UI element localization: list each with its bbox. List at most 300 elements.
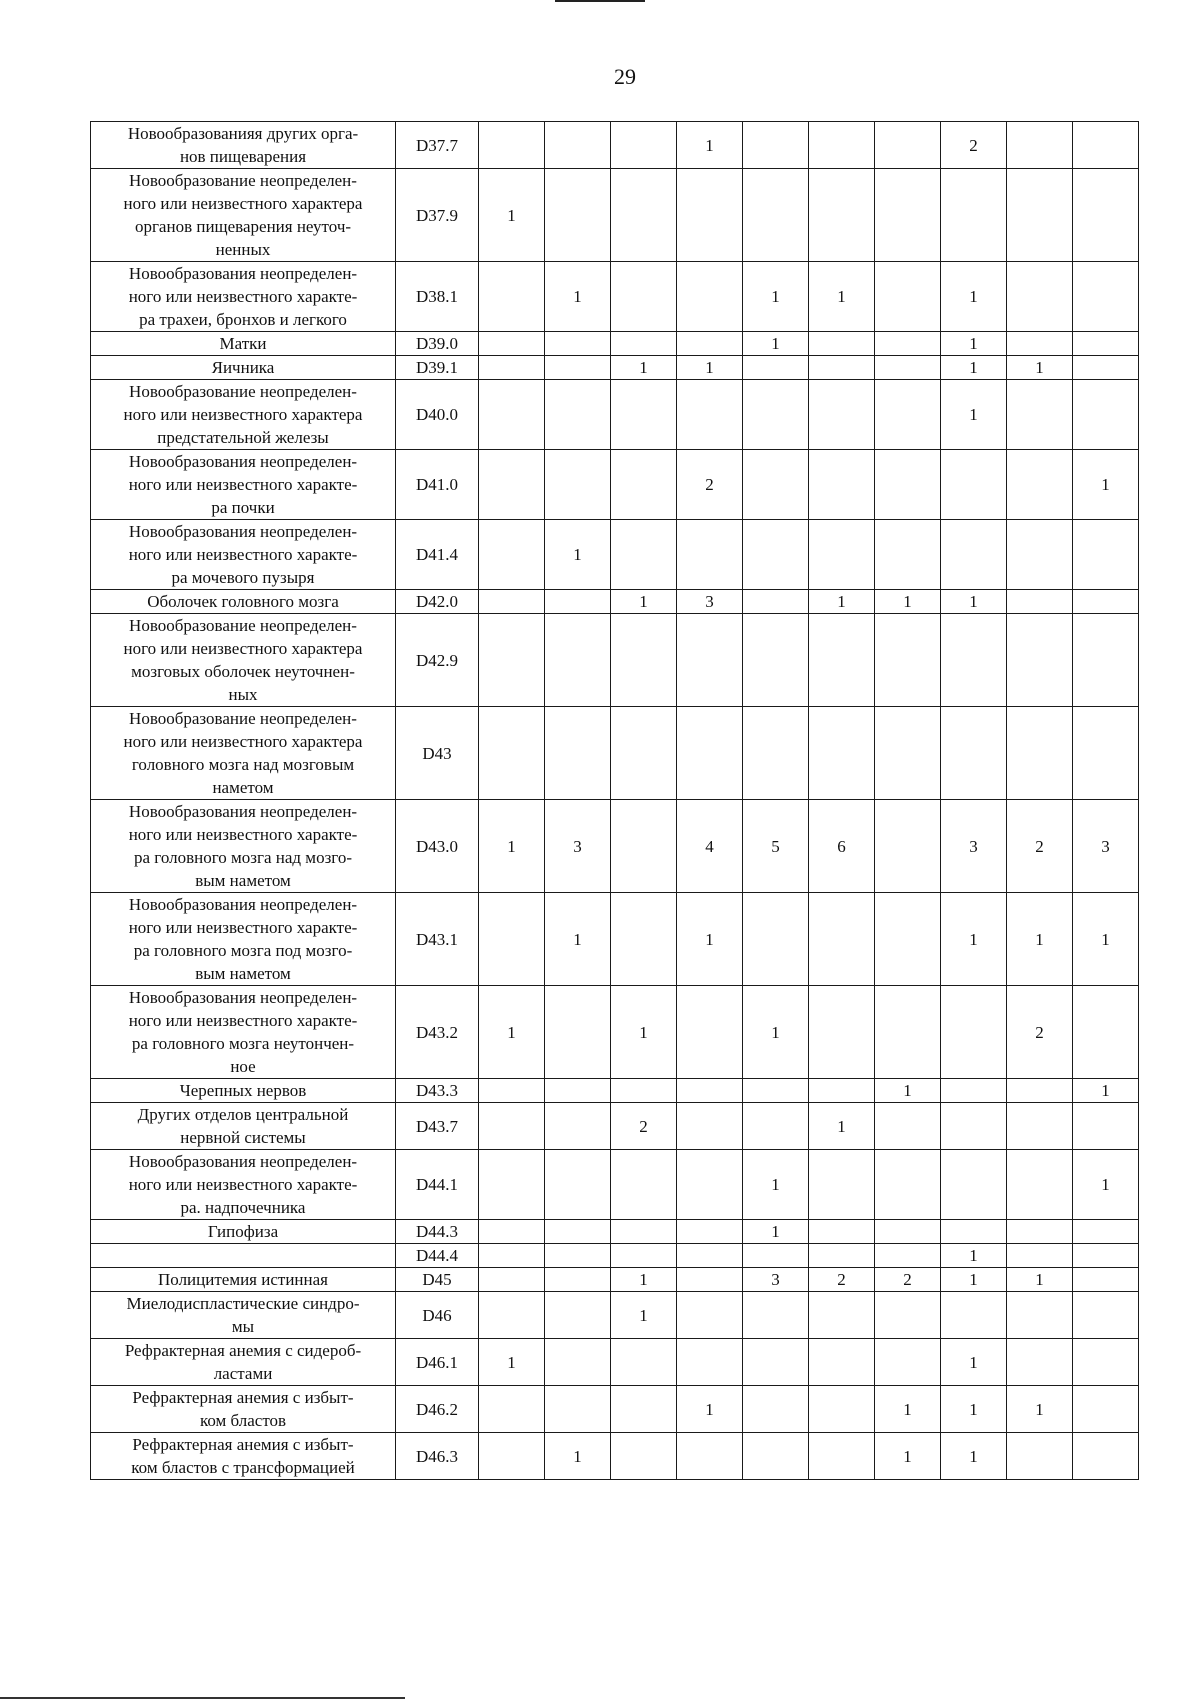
- icd-code-cell: D37.7: [396, 122, 479, 169]
- count-cell: [1073, 986, 1139, 1079]
- table-row: [91, 614, 1139, 707]
- count-cell: [743, 1339, 809, 1386]
- diagnosis-name-cell: [91, 1244, 396, 1268]
- count-cell: [809, 1244, 875, 1268]
- top-rule: [555, 0, 645, 2]
- diagnosis-name-line: ком бластов с трансформацией: [131, 1458, 355, 1477]
- count-cell: [1073, 1433, 1139, 1480]
- count-cell: 2: [677, 450, 743, 520]
- count-cell: [809, 1339, 875, 1386]
- count-cell: [479, 1433, 545, 1480]
- count-cell: [875, 1244, 941, 1268]
- count-cell: 2: [1007, 986, 1073, 1079]
- count-cell: [1007, 614, 1073, 707]
- diagnosis-name-line: Новообразования неопределен-: [128, 988, 358, 1007]
- table-row: [91, 1386, 1139, 1433]
- count-cell: [479, 1244, 545, 1268]
- diagnosis-name-line: Новообразование неопределен-: [129, 709, 357, 728]
- count-cell: [743, 1386, 809, 1433]
- count-cell: 1: [677, 122, 743, 169]
- count-cell: 3: [1073, 800, 1139, 893]
- count-cell: [875, 262, 941, 332]
- count-cell: [743, 893, 809, 986]
- count-cell: [1007, 262, 1073, 332]
- diagnosis-name-line: Оболочек головного мозга: [147, 592, 339, 611]
- diagnosis-name-line: вым наметом: [195, 871, 291, 890]
- count-cell: [743, 707, 809, 800]
- count-cell: [677, 380, 743, 450]
- icd-code-cell: D46: [396, 1292, 479, 1339]
- count-cell: 2: [1007, 800, 1073, 893]
- count-cell: [1073, 520, 1139, 590]
- count-cell: [545, 1150, 611, 1220]
- count-cell: [743, 122, 809, 169]
- count-cell: [1007, 1244, 1073, 1268]
- diagnosis-name-line: ных: [228, 685, 258, 704]
- diagnosis-name-cell: [91, 893, 396, 986]
- diagnosis-name-line: ластами: [213, 1364, 273, 1383]
- diagnosis-name-cell: [91, 800, 396, 893]
- icd-code-cell: D41.0: [396, 450, 479, 520]
- count-cell: [1073, 332, 1139, 356]
- table-row: [91, 1244, 1139, 1268]
- count-cell: [677, 1292, 743, 1339]
- count-cell: [677, 169, 743, 262]
- count-cell: 1: [875, 590, 941, 614]
- table-row: [91, 1433, 1139, 1480]
- count-cell: [941, 169, 1007, 262]
- count-cell: [1007, 1339, 1073, 1386]
- count-cell: 1: [743, 262, 809, 332]
- diagnosis-name-cell: [91, 520, 396, 590]
- count-cell: [743, 590, 809, 614]
- diagnosis-name-line: Рефрактерная анемия с избыт-: [132, 1388, 354, 1407]
- table-row: [91, 986, 1139, 1079]
- diagnosis-name-cell: [91, 1150, 396, 1220]
- count-cell: [479, 1103, 545, 1150]
- diagnosis-name-line: ного или неизвестного характе-: [128, 475, 358, 494]
- count-cell: [1007, 1150, 1073, 1220]
- count-cell: [1073, 356, 1139, 380]
- count-cell: [1007, 380, 1073, 450]
- count-cell: 5: [743, 800, 809, 893]
- count-cell: [545, 1244, 611, 1268]
- diagnosis-name-line: ра головного мозга под мозго-: [133, 941, 353, 960]
- count-cell: [875, 520, 941, 590]
- diagnosis-name-line: ного или неизвестного характера: [123, 639, 363, 658]
- count-cell: 1: [941, 1339, 1007, 1386]
- count-cell: 1: [611, 1268, 677, 1292]
- count-cell: [1073, 707, 1139, 800]
- count-cell: [479, 1079, 545, 1103]
- diagnosis-name-line: ного или неизвестного характера: [123, 405, 363, 424]
- count-cell: 3: [743, 1268, 809, 1292]
- count-cell: 1: [941, 1268, 1007, 1292]
- diagnosis-name-line: Новообразования неопределен-: [128, 522, 358, 541]
- diagnosis-name-cell: [91, 707, 396, 800]
- diagnosis-name-line: ного или неизвестного характера: [123, 194, 363, 213]
- count-cell: [545, 707, 611, 800]
- count-cell: [611, 1339, 677, 1386]
- icd-code-cell: D43.2: [396, 986, 479, 1079]
- diagnosis-name-cell: [91, 986, 396, 1079]
- count-cell: [545, 1220, 611, 1244]
- count-cell: [677, 262, 743, 332]
- diagnosis-name-line: Новообразования неопределен-: [128, 802, 358, 821]
- count-cell: [1073, 590, 1139, 614]
- count-cell: [743, 614, 809, 707]
- diagnosis-name-line: наметом: [212, 778, 274, 797]
- diagnosis-name-cell: [91, 262, 396, 332]
- count-cell: [611, 332, 677, 356]
- count-cell: [809, 1150, 875, 1220]
- diagnosis-name-line: Новообразование неопределен-: [129, 616, 357, 635]
- count-cell: [1007, 590, 1073, 614]
- count-cell: [743, 1244, 809, 1268]
- count-cell: [677, 332, 743, 356]
- diagnosis-name-line: ра почки: [211, 498, 275, 517]
- icd-code-cell: D43.7: [396, 1103, 479, 1150]
- count-cell: [875, 614, 941, 707]
- count-cell: [875, 356, 941, 380]
- table-row: [91, 1268, 1139, 1292]
- count-cell: 2: [611, 1103, 677, 1150]
- count-cell: [809, 1433, 875, 1480]
- table-row: [91, 262, 1139, 332]
- table-row: [91, 1292, 1139, 1339]
- count-cell: 1: [809, 1103, 875, 1150]
- count-cell: [1007, 1292, 1073, 1339]
- table-row: [91, 1339, 1139, 1386]
- count-cell: [875, 800, 941, 893]
- diagnosis-name-line: органов пищеварения неуточ-: [134, 217, 352, 236]
- diagnosis-name-cell: [91, 1433, 396, 1480]
- count-cell: [611, 893, 677, 986]
- table-row: [91, 356, 1139, 380]
- diagnosis-name-line: ра головного мозга над мозго-: [134, 848, 352, 867]
- count-cell: 1: [743, 1150, 809, 1220]
- count-cell: 6: [809, 800, 875, 893]
- count-cell: 1: [545, 893, 611, 986]
- count-cell: [1073, 380, 1139, 450]
- count-cell: 1: [479, 986, 545, 1079]
- count-cell: [809, 1386, 875, 1433]
- count-cell: [479, 893, 545, 986]
- count-cell: [677, 1103, 743, 1150]
- count-cell: [809, 986, 875, 1079]
- count-cell: [875, 1103, 941, 1150]
- diagnosis-table: [90, 121, 1139, 1480]
- diagnosis-name-line: ного или неизвестного характе-: [128, 825, 358, 844]
- count-cell: [1073, 614, 1139, 707]
- count-cell: [941, 1220, 1007, 1244]
- count-cell: 1: [941, 893, 1007, 986]
- diagnosis-name-cell: [91, 356, 396, 380]
- count-cell: [545, 614, 611, 707]
- count-cell: [809, 356, 875, 380]
- count-cell: 3: [941, 800, 1007, 893]
- count-cell: [479, 707, 545, 800]
- count-cell: [941, 614, 1007, 707]
- table-row: [91, 332, 1139, 356]
- count-cell: [941, 450, 1007, 520]
- diagnosis-name-line: ного или неизвестного характе-: [128, 1011, 358, 1030]
- count-cell: [677, 520, 743, 590]
- count-cell: [875, 380, 941, 450]
- count-cell: [809, 450, 875, 520]
- count-cell: [611, 614, 677, 707]
- count-cell: [941, 986, 1007, 1079]
- count-cell: [479, 356, 545, 380]
- diagnosis-name-line: вым наметом: [195, 964, 291, 983]
- icd-code-cell: D40.0: [396, 380, 479, 450]
- diagnosis-name-line: мы: [231, 1317, 255, 1336]
- diagnosis-name-line: ра. надпочечника: [180, 1198, 306, 1217]
- count-cell: [1007, 332, 1073, 356]
- diagnosis-name-line: Новообразования неопределен-: [128, 264, 358, 283]
- count-cell: [1073, 1292, 1139, 1339]
- icd-code-cell: D43.1: [396, 893, 479, 986]
- count-cell: 1: [941, 1386, 1007, 1433]
- diagnosis-name-line: ного или неизвестного характе-: [128, 918, 358, 937]
- count-cell: [1073, 1386, 1139, 1433]
- count-cell: [479, 122, 545, 169]
- table-row: [91, 590, 1139, 614]
- count-cell: [611, 122, 677, 169]
- diagnosis-name-cell: [91, 1079, 396, 1103]
- diagnosis-name-line: Рефрактерная анемия с избыт-: [132, 1435, 354, 1454]
- count-cell: [809, 169, 875, 262]
- diagnosis-name-cell: [91, 122, 396, 169]
- count-cell: [545, 1386, 611, 1433]
- count-cell: 1: [941, 1244, 1007, 1268]
- diagnosis-name-cell: [91, 332, 396, 356]
- count-cell: 1: [677, 1386, 743, 1433]
- count-cell: [677, 1244, 743, 1268]
- diagnosis-name-cell: [91, 1220, 396, 1244]
- table-row: [91, 450, 1139, 520]
- icd-code-cell: D43.3: [396, 1079, 479, 1103]
- diagnosis-name-line: ра головного мозга неутончен-: [131, 1034, 355, 1053]
- count-cell: 1: [1007, 1386, 1073, 1433]
- count-cell: [545, 169, 611, 262]
- bottom-rule: [0, 1697, 405, 1699]
- count-cell: [545, 356, 611, 380]
- diagnosis-name-line: ного или неизвестного характе-: [128, 545, 358, 564]
- count-cell: 1: [677, 893, 743, 986]
- icd-code-cell: D45: [396, 1268, 479, 1292]
- diagnosis-name-line: Матки: [219, 334, 267, 353]
- count-cell: [479, 262, 545, 332]
- count-cell: [875, 1220, 941, 1244]
- table-row: [91, 800, 1139, 893]
- count-cell: 3: [545, 800, 611, 893]
- diagnosis-name-line: головного мозга над мозговым: [131, 755, 355, 774]
- table-body: [91, 122, 1139, 1480]
- icd-code-cell: D39.0: [396, 332, 479, 356]
- diagnosis-name-line: мозговых оболочек неуточнен-: [131, 662, 355, 681]
- icd-code-cell: D46.1: [396, 1339, 479, 1386]
- count-cell: [479, 614, 545, 707]
- count-cell: 1: [545, 520, 611, 590]
- count-cell: [875, 1150, 941, 1220]
- count-cell: 1: [611, 356, 677, 380]
- table-row: [91, 380, 1139, 450]
- count-cell: 2: [941, 122, 1007, 169]
- diagnosis-name-line: Черепных нервов: [179, 1081, 307, 1100]
- count-cell: [611, 1244, 677, 1268]
- count-cell: [611, 1220, 677, 1244]
- count-cell: [809, 614, 875, 707]
- count-cell: [1073, 169, 1139, 262]
- count-cell: [611, 450, 677, 520]
- count-cell: [677, 986, 743, 1079]
- diagnosis-name-cell: [91, 1339, 396, 1386]
- count-cell: [1073, 1244, 1139, 1268]
- diagnosis-name-line: Новообразования неопределен-: [128, 895, 358, 914]
- diagnosis-name-cell: [91, 169, 396, 262]
- diagnosis-name-cell: [91, 1268, 396, 1292]
- count-cell: 1: [875, 1079, 941, 1103]
- count-cell: 1: [545, 1433, 611, 1480]
- count-cell: [809, 893, 875, 986]
- table-row: [91, 520, 1139, 590]
- count-cell: [1007, 122, 1073, 169]
- count-cell: [611, 169, 677, 262]
- count-cell: 1: [1073, 893, 1139, 986]
- count-cell: 2: [809, 1268, 875, 1292]
- diagnosis-name-cell: [91, 1103, 396, 1150]
- count-cell: [545, 122, 611, 169]
- icd-code-cell: D39.1: [396, 356, 479, 380]
- count-cell: [677, 614, 743, 707]
- count-cell: [743, 450, 809, 520]
- count-cell: 1: [479, 169, 545, 262]
- count-cell: [1073, 1268, 1139, 1292]
- count-cell: [479, 1268, 545, 1292]
- count-cell: 1: [1073, 1079, 1139, 1103]
- icd-code-cell: D42.9: [396, 614, 479, 707]
- count-cell: 1: [1073, 450, 1139, 520]
- diagnosis-name-line: Новообразования неопределен-: [128, 1152, 358, 1171]
- icd-code-cell: D44.4: [396, 1244, 479, 1268]
- diagnosis-name-line: Полицитемия истинная: [158, 1270, 328, 1289]
- count-cell: [743, 1079, 809, 1103]
- count-cell: [1073, 1220, 1139, 1244]
- count-cell: [743, 1103, 809, 1150]
- table-row: [91, 1079, 1139, 1103]
- count-cell: 1: [677, 356, 743, 380]
- icd-code-cell: D42.0: [396, 590, 479, 614]
- count-cell: [479, 1292, 545, 1339]
- count-cell: [809, 122, 875, 169]
- count-cell: 1: [1007, 1268, 1073, 1292]
- count-cell: [1007, 707, 1073, 800]
- count-cell: [875, 707, 941, 800]
- count-cell: 1: [809, 590, 875, 614]
- count-cell: 1: [941, 332, 1007, 356]
- count-cell: [941, 520, 1007, 590]
- count-cell: [677, 1339, 743, 1386]
- count-cell: 1: [875, 1386, 941, 1433]
- diagnosis-name-line: Новообразование неопределен-: [129, 171, 357, 190]
- count-cell: [809, 520, 875, 590]
- count-cell: [479, 332, 545, 356]
- icd-code-cell: D44.3: [396, 1220, 479, 1244]
- diagnosis-name-line: ра мочевого пузыря: [171, 568, 315, 587]
- count-cell: 1: [479, 800, 545, 893]
- count-cell: [1073, 1103, 1139, 1150]
- page-number: 29: [614, 64, 636, 89]
- count-cell: [743, 356, 809, 380]
- icd-code-cell: D44.1: [396, 1150, 479, 1220]
- count-cell: 1: [809, 262, 875, 332]
- table-row: [91, 707, 1139, 800]
- diagnosis-name-cell: [91, 1292, 396, 1339]
- count-cell: [479, 520, 545, 590]
- count-cell: 1: [611, 590, 677, 614]
- count-cell: [1007, 1220, 1073, 1244]
- diagnosis-name-line: Новообразование неопределен-: [129, 382, 357, 401]
- count-cell: 1: [1007, 356, 1073, 380]
- count-cell: [479, 590, 545, 614]
- count-cell: [875, 169, 941, 262]
- diagnosis-name-line: ком бластов: [199, 1411, 287, 1430]
- count-cell: [809, 380, 875, 450]
- diagnosis-name-line: ра трахеи, бронхов и легкого: [139, 310, 347, 329]
- icd-code-cell: D37.9: [396, 169, 479, 262]
- count-cell: [545, 332, 611, 356]
- count-cell: [611, 1079, 677, 1103]
- diagnosis-name-cell: [91, 1386, 396, 1433]
- count-cell: [677, 1433, 743, 1480]
- count-cell: 1: [941, 1433, 1007, 1480]
- diagnosis-name-cell: [91, 614, 396, 707]
- count-cell: [545, 1292, 611, 1339]
- count-cell: [743, 1433, 809, 1480]
- count-cell: 1: [743, 332, 809, 356]
- count-cell: [743, 169, 809, 262]
- diagnosis-name-line: ненных: [215, 240, 271, 259]
- icd-code-cell: D43: [396, 707, 479, 800]
- table-row: [91, 1103, 1139, 1150]
- count-cell: [1007, 450, 1073, 520]
- count-cell: 4: [677, 800, 743, 893]
- diagnosis-name-line: Других отделов центральной: [137, 1105, 349, 1124]
- count-cell: [875, 986, 941, 1079]
- count-cell: [611, 1386, 677, 1433]
- count-cell: [677, 1079, 743, 1103]
- count-cell: 1: [743, 986, 809, 1079]
- table-row: [91, 1220, 1139, 1244]
- count-cell: 1: [1073, 1150, 1139, 1220]
- diagnosis-name-line: нов пищеварения: [179, 147, 307, 166]
- icd-code-cell: D46.3: [396, 1433, 479, 1480]
- count-cell: 1: [941, 356, 1007, 380]
- icd-code-cell: D41.4: [396, 520, 479, 590]
- count-cell: [611, 520, 677, 590]
- count-cell: 1: [545, 262, 611, 332]
- count-cell: [809, 1292, 875, 1339]
- count-cell: [941, 707, 1007, 800]
- count-cell: 1: [941, 380, 1007, 450]
- count-cell: [875, 1292, 941, 1339]
- count-cell: [875, 1339, 941, 1386]
- count-cell: 1: [611, 1292, 677, 1339]
- count-cell: [1007, 1433, 1073, 1480]
- count-cell: 1: [479, 1339, 545, 1386]
- count-cell: [479, 1386, 545, 1433]
